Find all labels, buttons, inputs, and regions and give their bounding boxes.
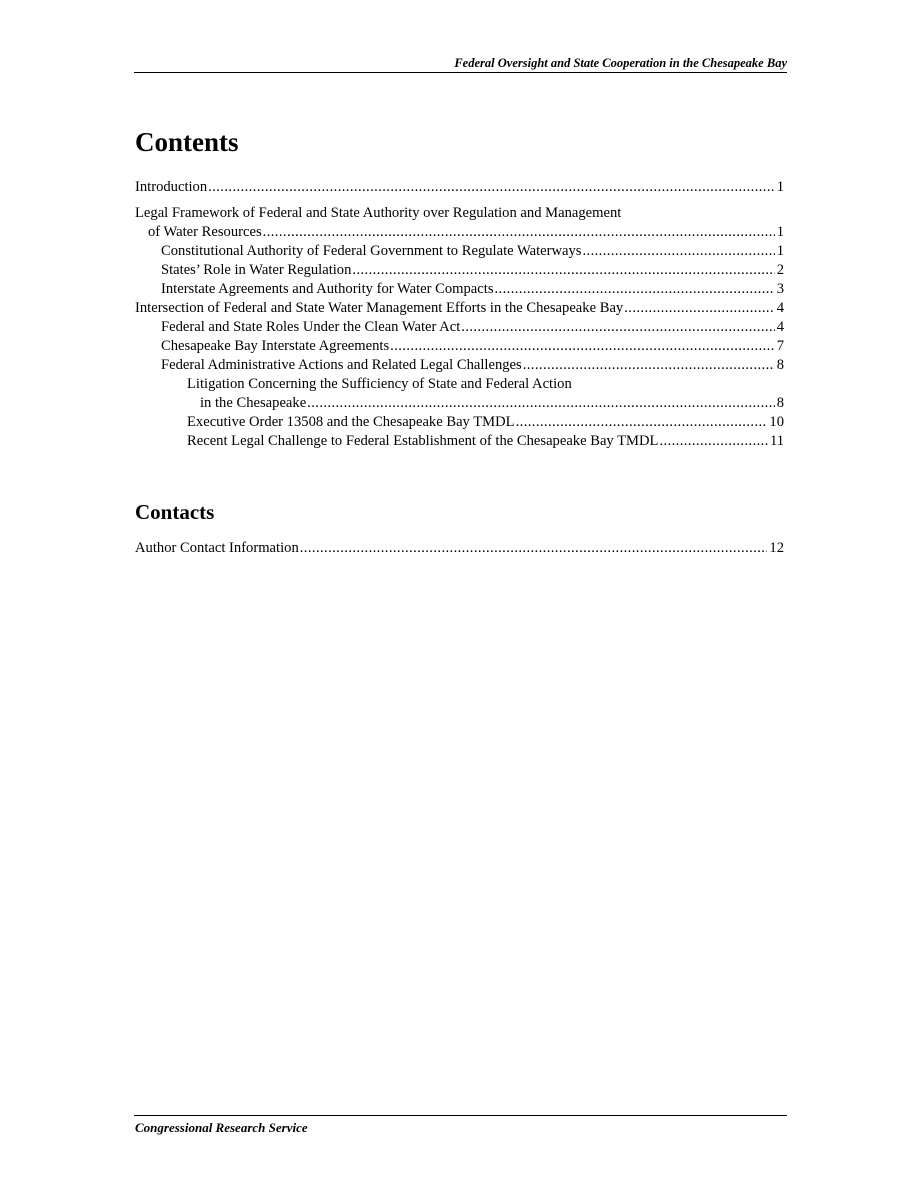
toc-entry-text: Legal Framework of Federal and State Authority over Regulation and Management: [135, 205, 622, 221]
toc-entry-text: Chesapeake Bay Interstate Agreements: [161, 338, 390, 354]
toc-entry-federal-administrative-actions[interactable]: [135, 356, 784, 375]
toc-entry-interstate-agreements[interactable]: [135, 280, 784, 299]
dot-leader: [300, 539, 768, 558]
toc-entry-text: States’ Role in Water Regulation: [161, 262, 352, 278]
toc-entry-text-continued: in the Chesapeake: [200, 395, 307, 411]
toc-entry-legal-framework[interactable]: [135, 204, 784, 242]
running-header: Federal Oversight and State Cooperation in the Chesapeake Bay: [454, 56, 787, 70]
running-footer: Congressional Research Service: [135, 1120, 308, 1135]
header-rule: [134, 72, 787, 73]
toc-entry-intersection[interactable]: [135, 299, 784, 318]
toc-page-number: 7: [776, 338, 784, 354]
toc-entry-bay-interstate-agreements[interactable]: [135, 337, 784, 356]
toc-page-number: 4: [776, 319, 784, 335]
toc-page-number: 11: [769, 433, 784, 449]
toc-entry-constitutional-authority[interactable]: [135, 242, 784, 261]
dot-leader: [208, 178, 775, 197]
contents-heading: Contents: [135, 127, 239, 157]
toc-entry-text: Introduction: [135, 179, 208, 195]
toc-entry-author-contact[interactable]: [135, 539, 784, 558]
toc-entry-introduction[interactable]: [135, 178, 784, 197]
toc-entry-text: Constitutional Authority of Federal Government to Regulate Waterways: [161, 243, 582, 259]
table-of-contents: [135, 178, 784, 451]
toc-entry-executive-order[interactable]: [135, 413, 784, 432]
toc-entry-litigation[interactable]: [135, 375, 784, 413]
dot-leader: [659, 432, 767, 451]
toc-entry-text: Interstate Agreements and Authority for Water Compacts: [161, 281, 494, 297]
toc-page-number: 12: [769, 540, 784, 556]
contacts-list: [135, 539, 784, 558]
toc-page-number: 3: [776, 281, 784, 297]
toc-entry-text: Recent Legal Challenge to Federal Establishment of the Chesapeake Bay TMDL: [187, 433, 659, 449]
dot-leader: [263, 223, 775, 242]
toc-entry-text: Executive Order 13508 and the Chesapeake Bay TMDL: [187, 414, 515, 430]
toc-entry-states-role[interactable]: [135, 261, 784, 280]
dot-leader: [516, 413, 768, 432]
toc-entry-text-continued: of Water Resources: [148, 224, 262, 240]
footer-rule: [134, 1115, 787, 1116]
toc-entry-recent-legal-challenge[interactable]: [135, 432, 784, 451]
toc-entry-text: Author Contact Information: [135, 540, 299, 556]
toc-entry-text: Intersection of Federal and State Water Management Efforts in the Chesapeake Bay: [135, 300, 624, 316]
toc-page-number: 4: [776, 300, 784, 316]
toc-page-number: 1: [776, 243, 784, 259]
dot-leader: [523, 356, 775, 375]
toc-entry-clean-water-act[interactable]: [135, 318, 784, 337]
dot-leader: [495, 280, 775, 299]
dot-leader: [461, 318, 774, 337]
contacts-heading: Contacts: [135, 500, 215, 524]
dot-leader: [352, 261, 774, 280]
toc-page-number: 10: [769, 414, 784, 430]
dot-leader: [624, 299, 774, 318]
dot-leader: [390, 337, 775, 356]
dot-leader: [582, 242, 774, 261]
toc-page-number: 1: [776, 224, 784, 240]
toc-entry-text: Litigation Concerning the Sufficiency of State and Federal Action: [187, 376, 572, 392]
toc-entry-text: Federal Administrative Actions and Related Legal Challenges: [161, 357, 522, 373]
toc-page-number: 8: [776, 395, 784, 411]
toc-page-number: 8: [776, 357, 784, 373]
dot-leader: [307, 394, 775, 413]
toc-entry-text: Federal and State Roles Under the Clean Water Act: [161, 319, 461, 335]
toc-page-number: 1: [776, 179, 784, 195]
toc-page-number: 2: [776, 262, 784, 278]
